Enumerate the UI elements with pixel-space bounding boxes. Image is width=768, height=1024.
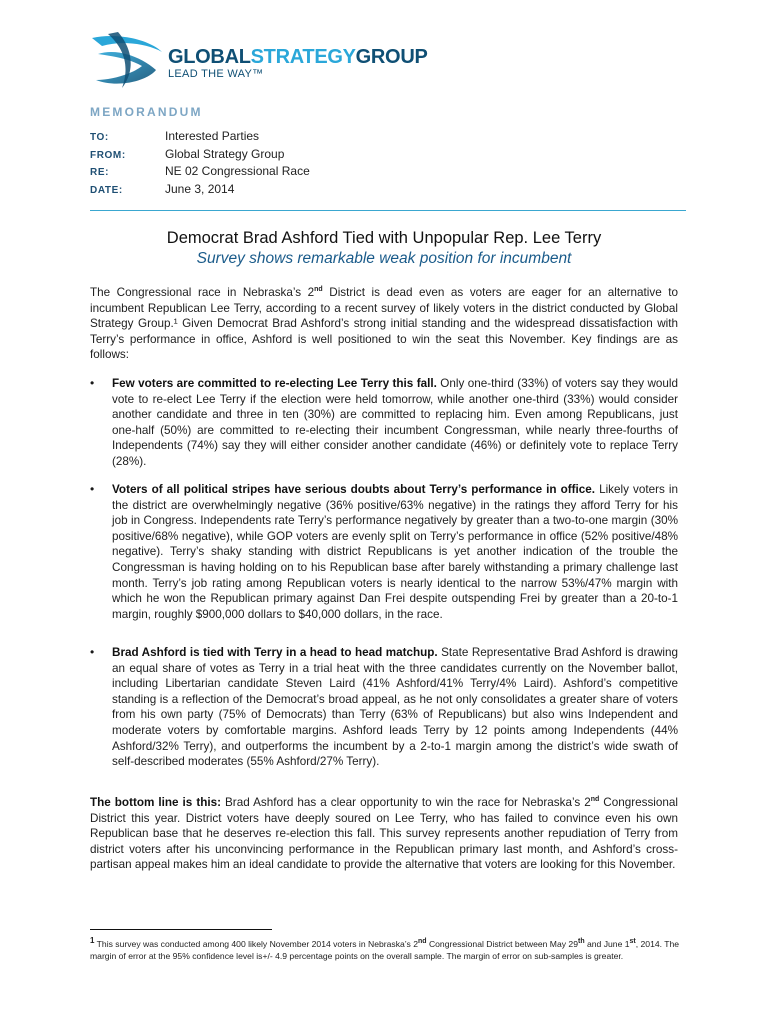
footnote-divider [90, 929, 272, 930]
bullet-text [112, 482, 678, 622]
footnote-text: , 2014. The margin of error at the 95% confidence level is+/- 4.9 percentage points on the overall sample. The margin of error on sub-samples is greater. [90, 939, 680, 962]
footnote-text: This survey was conducted among 400 likely November 2014 voters in Nebraska’s 2 [94, 939, 418, 949]
bullet-body: Only one-third (33%) of voters say they would vote to re-elect Lee Terry if the election were held tomorrow, while another one-third (33%) would consider another candidate and three in ten (30%) are committed to replacing him. Even among Republicans, just one-half (50%) are committed to re-electing their incumbent Congressman, while nearly three-fourths of Independents (74%) say they will either consider another candidate (46%) or definitely vote to replace Terry (28%). [112, 377, 679, 468]
logo-name-strategy: STRATEGY [250, 46, 356, 68]
document-title: Democrat Brad Ashford Tied with Unpopular Rep. Lee Terry [166, 229, 602, 247]
bullet-body: Likely voters in the district are overwhelmingly negative (36% positive/63% negative) in the ratings they afford Terry for his job in Congress. Independents rate Terry’s performance negatively by greater than a two-to-one margin (30% positive/68% negative), while GOP voters are evenly split on Terry’s performance in office (52% positive/48% negative). Terry’s shaky standing with district Republicans is yet another indication of the trouble the Congressman is having holding on to his Republican base after barely withstanding a primary challenge last month. Terry’s job rating among Republican voters is nearly identical to the narrow 53%/47% margin with which he won the Republican primary against Dan Frei despite outspending Frei by greater than a 20-to-1 margin, roughly $900,000 dollars to $40,000 dollars, in the race. [112, 483, 679, 621]
memo-key: FROM: [90, 149, 126, 161]
bullet-lead: Few voters are committed to re-electing Lee Terry this fall. [112, 377, 437, 390]
bottom-line-paragraph [90, 795, 678, 873]
intro-text: The Congressional race in Nebraska’s 2 [90, 286, 315, 299]
footnote-text: and June 1 [584, 939, 630, 949]
logo-name-global: GLOBAL [168, 46, 251, 68]
ordinal-suffix: nd [314, 286, 323, 294]
logo-name-group: GROUP [355, 46, 428, 68]
intro-text: District is dead even as voters are eager for an alternative to incumbent Republican Lee Terry, according to a recent survey of likely voters in the district conducted by Global Strategy Group.¹ Given Democrat Brad Ashford’s strong initial standing and the widespread dissatisfaction with Terry’s performance in office, Ashford is well positioned to win the seat this November. Key findings are as follows: [90, 286, 678, 362]
bullet-text [112, 376, 678, 470]
bullet-text [112, 645, 678, 770]
intro-paragraph [90, 285, 678, 363]
header-divider [90, 210, 686, 211]
logo-tagline: LEAD THE WAY™ [168, 68, 264, 80]
bullet-body: State Representative Brad Ashford is drawing an equal share of votes as Terry in a trial heat with the three candidates currently on the November ballot, including Libertarian candidate Steven Laird (41% Ashford/41% Terry/4% Laird). Ashford’s competitive standing is a reflection of the Democrat’s broad appeal, as he not only consolidates a greater share of voters from his own party (75% of Democrats) than Terry (63% of Republicans) but also wins Independent and moderate voters by comfortable margins. Ashford leads Terry by 12 points among Independents (44% Ashford/32% Terry), and outperforms the incumbent by a 2-to-1 margin among the district’s wide swath of self-described moderates (55% Ashford/27% Terry). [112, 646, 678, 769]
bullet-lead: Voters of all political stripes have serious doubts about Terry’s performance in office. [112, 483, 596, 496]
bottom-line-text: Brad Ashford has a clear opportunity to win the race for Nebraska’s 2 [221, 796, 591, 809]
memo-value: Global Strategy Group [165, 146, 285, 161]
bullet-icon: • [90, 482, 95, 496]
ordinal-suffix: st [629, 938, 636, 946]
footnote-text: Congressional District between May 29 [426, 939, 578, 949]
footnote-number: 1 [90, 936, 95, 946]
logo-name [168, 46, 428, 68]
ordinal-suffix: th [577, 938, 585, 946]
memo-label: MEMORANDUM [90, 105, 203, 119]
bottom-line-text: Congressional District this year. District voters have deeply soured on Lee Terry, who has failed to convince even his own Republican base that he deserves re-election this fall. This survey represents another repudiation of Terry from district voters after his unconvincing performance in the Republican primary last month, and Ashford’s cross-partisan appeal makes him an ideal candidate to provide the alternative that voters are looking for this November. [90, 796, 678, 872]
memo-value: Interested Parties [165, 129, 260, 143]
memo-key: TO: [90, 132, 109, 143]
logo-wordmark [168, 46, 428, 81]
memo-key: DATE: [90, 184, 123, 196]
memo-key: RE: [90, 167, 110, 178]
bullet-icon: • [90, 645, 95, 659]
bullet-icon: • [90, 376, 95, 390]
bottom-line-lead: The bottom line is this: [90, 796, 221, 809]
bullet-lead: Brad Ashford is tied with Terry in a head to head matchup. [112, 646, 438, 659]
ordinal-suffix: nd [418, 938, 427, 946]
ordinal-suffix: nd [590, 796, 600, 804]
memo-value: NE 02 Congressional Race [165, 164, 310, 178]
footnote [90, 938, 682, 963]
company-logo [88, 30, 428, 90]
document-subtitle: Survey shows remarkable weak position for incumbent [196, 250, 572, 267]
globe-swoosh-icon [88, 30, 168, 90]
memo-value: June 3, 2014 [165, 181, 235, 196]
